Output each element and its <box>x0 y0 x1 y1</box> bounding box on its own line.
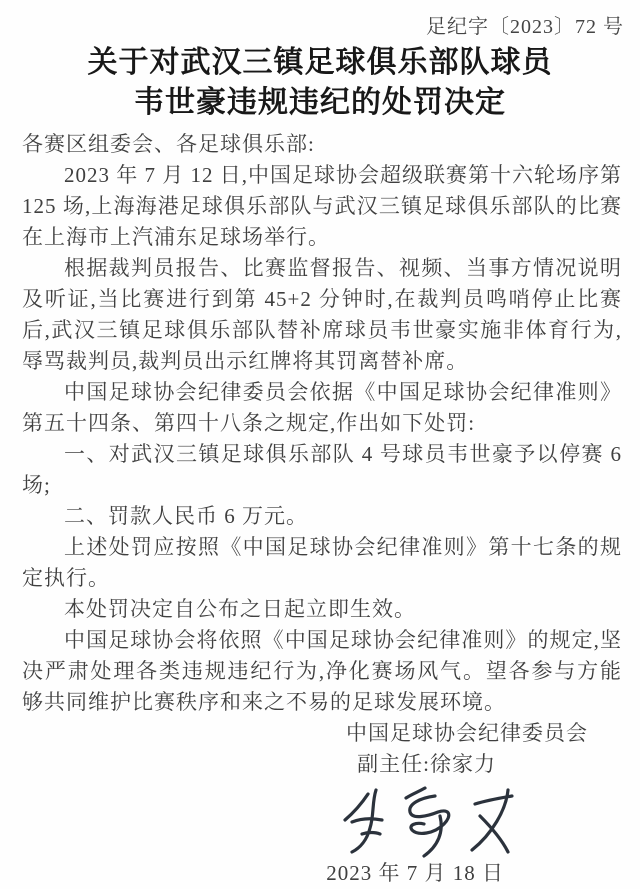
paragraph-effective: 本处罚决定自公布之日起立即生效。 <box>64 597 416 621</box>
doc-title <box>0 43 640 123</box>
paragraph-incident: 根据裁判员报告、比赛监督报告、视频、当事方情况说明及听证,当比赛进行到第 45+2 分钟时,在裁判员鸣哨停止比赛后,武汉三镇足球俱乐部队替补席球员韦世豪实施非体育行为,辱骂裁判员,裁判员出示红牌将其罚离替补席。 <box>22 256 622 373</box>
doc-number: 足纪字〔2023〕72 号 <box>426 16 624 38</box>
penalty-item-1: 一、对武汉三镇足球俱乐部队 4 号球员韦世豪予以停赛 6 场; <box>22 442 622 497</box>
doc-title-line1: 关于对武汉三镇足球俱乐部队球员 <box>87 46 553 79</box>
signature-row <box>22 780 622 858</box>
doc-title-line2: 韦世豪违规违纪的处罚决定 <box>134 86 506 119</box>
signoff-organization: 中国足球协会纪律委员会 <box>346 721 588 745</box>
paragraph-closing: 中国足球协会将依照《中国足球协会纪律准则》的规定,坚决严肃处理各类违规违纪行为,净化赛场风气。望各参与方能够共同维护比赛秩序和来之不易的足球发展环境。 <box>22 628 622 714</box>
signoff-signer: 副主任:徐家力 <box>357 752 496 776</box>
doc-date: 2023 年 7 月 18 日 <box>326 861 504 885</box>
paragraph-match-info: 2023 年 7 月 12 日,中国足球协会超级联赛第十六轮场序第 125 场,上海海港足球俱乐部队与武汉三镇足球俱乐部队的比赛在上海市上汽浦东足球场举行。 <box>22 163 622 249</box>
handwritten-signature-icon <box>340 782 526 862</box>
paragraph-basis: 中国足球协会纪律委员会依据《中国足球协会纪律准则》第五十四条、第四十八条之规定,作出如下处罚: <box>22 380 622 435</box>
doc-body <box>0 123 640 889</box>
penalty-item-2: 二、罚款人民币 6 万元。 <box>64 504 308 528</box>
salutation: 各赛区组委会、各足球俱乐部: <box>22 132 315 156</box>
paragraph-execution: 上述处罚应按照《中国足球协会纪律准则》第十七条的规定执行。 <box>22 535 622 590</box>
